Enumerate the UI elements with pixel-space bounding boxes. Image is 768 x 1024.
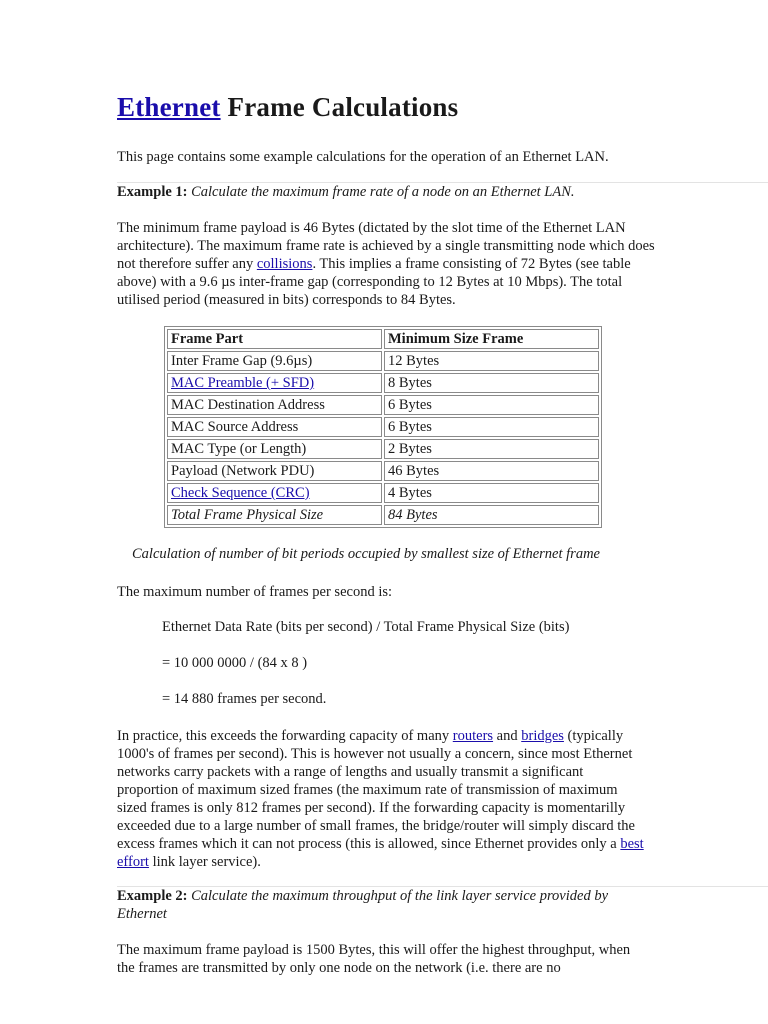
- frame-part-link[interactable]: Check Sequence (CRC): [171, 485, 310, 501]
- table-row: [167, 483, 599, 503]
- bridges-link[interactable]: bridges: [521, 728, 564, 744]
- frame-part-text: MAC Type (or Length): [171, 441, 307, 457]
- table-caption: Calculation of number of bit periods occupied by smallest size of Ethernet frame: [132, 546, 600, 562]
- header-minimum-size: Minimum Size Frame: [384, 329, 599, 349]
- frame-size-cell: 84 Bytes: [384, 505, 599, 525]
- frame-part-cell: [167, 439, 382, 459]
- frame-part-link[interactable]: MAC Preamble (+ SFD): [171, 375, 315, 391]
- example1-text-a: The minimum frame payload is 46 Bytes (dictated by the slot time of the Ethernet LAN architecture). The maximum frame rate is achieved by a single transmitting node which does not therefore suffer any: [117, 220, 655, 272]
- frame-size-cell: 8 Bytes: [384, 373, 599, 393]
- frame-part-cell: [167, 483, 382, 503]
- frame-part-cell: [167, 351, 382, 371]
- practice-paragraph: [117, 727, 647, 871]
- example1-question: Calculate the maximum frame rate of a node on an Ethernet LAN.: [191, 184, 575, 200]
- collisions-link[interactable]: collisions: [256, 256, 313, 272]
- table-row: [167, 461, 599, 481]
- best-effort-link[interactable]: best effort: [117, 836, 644, 870]
- practice-text-d: link layer service).: [148, 854, 261, 870]
- practice-text-a: In practice, this exceeds the forwarding capacity of many: [117, 728, 453, 744]
- table-row: [167, 395, 599, 415]
- table-row: [167, 417, 599, 437]
- frame-part-cell: [167, 461, 382, 481]
- frame-size-cell: 46 Bytes: [384, 461, 599, 481]
- example1-text-b: . This implies a frame consisting of 72 Bytes (see table above) with a 9.6 µs inter-frame gap (corresponding to 12 Bytes at 10 Mbps). The total utilised period (measured in bits) corresponds to 84 Bytes.: [117, 256, 631, 308]
- example2-question: Calculate the maximum throughput of the link layer service provided by Ethernet: [117, 888, 609, 922]
- example1-paragraph: [117, 219, 657, 309]
- example1-heading: [117, 183, 575, 201]
- table-row: [167, 351, 599, 371]
- example2-label: Example 2:: [117, 888, 188, 904]
- frame-size-cell: 12 Bytes: [384, 351, 599, 371]
- frame-part-text: Payload (Network PDU): [171, 463, 315, 479]
- calc-step: = 10 000 0000 / (84 x 8 ): [162, 655, 308, 671]
- example2-heading: [117, 887, 657, 923]
- frame-part-text: Inter Frame Gap (9.6µs): [171, 353, 313, 369]
- table-total-row: [167, 505, 599, 525]
- page-title-rest: Frame Calculations: [220, 92, 459, 122]
- routers-link[interactable]: routers: [452, 728, 494, 744]
- calc-result: = 14 880 frames per second.: [162, 691, 327, 707]
- header-frame-part: Frame Part: [167, 329, 382, 349]
- frame-part-text: MAC Destination Address: [171, 397, 325, 413]
- frame-part-text: MAC Source Address: [171, 419, 299, 435]
- frame-size-cell: 2 Bytes: [384, 439, 599, 459]
- practice-text-b: and: [493, 728, 522, 744]
- frame-size-cell: 4 Bytes: [384, 483, 599, 503]
- example2-paragraph: The maximum frame payload is 1500 Bytes, this will offer the highest throughput, when the frames are transmitted by only one node on the network (i.e. there are no: [117, 942, 631, 976]
- frame-part-cell: [167, 417, 382, 437]
- frame-size-table: [164, 326, 602, 528]
- frame-size-cell: 6 Bytes: [384, 395, 599, 415]
- frame-part-text: Total Frame Physical Size: [171, 507, 324, 523]
- calc-lead: The maximum number of frames per second is:: [117, 584, 393, 600]
- frame-size-cell: 6 Bytes: [384, 417, 599, 437]
- frame-part-cell: [167, 505, 382, 525]
- intro-paragraph: This page contains some example calculations for the operation of an Ethernet LAN.: [117, 149, 609, 165]
- example1-label: Example 1:: [117, 184, 188, 200]
- table-header-row: [167, 329, 599, 349]
- calc-formula: Ethernet Data Rate (bits per second) / Total Frame Physical Size (bits): [162, 619, 570, 635]
- table-row: [167, 373, 599, 393]
- frame-part-cell: [167, 373, 382, 393]
- table-body: [167, 351, 599, 525]
- practice-text-c: (typically 1000's of frames per second). This is however not usually a concern, since most Ethernet networks carry packets with a range of lengths and usually transmit a significant proportion of maximum sized frames (the maximum rate of transmission of maximum sized frames is only 812 frames per second). If the forwarding capacity is momentarilly exceeded due to a large number of small frames, the bridge/router will simply discard the excess frames which it can not process (this is allowed, since Ethernet provides only a: [117, 728, 635, 852]
- table-row: [167, 439, 599, 459]
- frame-part-cell: [167, 395, 382, 415]
- ethernet-title-link[interactable]: Ethernet: [117, 92, 221, 122]
- page-title: [117, 92, 458, 123]
